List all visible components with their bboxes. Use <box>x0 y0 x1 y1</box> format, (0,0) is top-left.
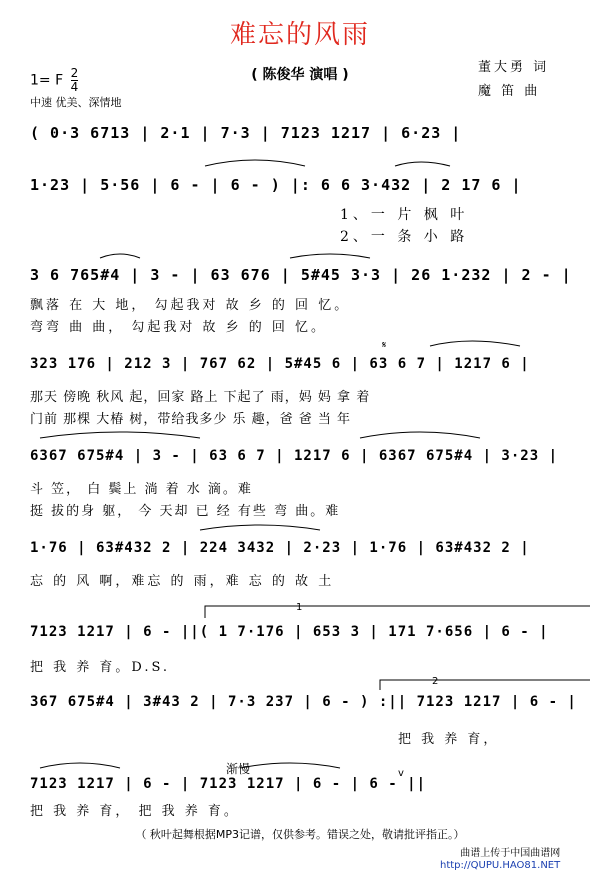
volta-2-bracket <box>380 680 590 690</box>
lyrics-s7: 把 我 养 育。D.S. <box>30 660 171 675</box>
slur <box>360 432 480 438</box>
lyricist-credit: 董大勇 词 <box>478 60 550 75</box>
notation-system-8: 367 675#4 | 3#43 2 | 7·3 237 | 6 - ) :|| 7123 1217 | 6 - | <box>30 694 577 710</box>
slur <box>205 160 305 166</box>
slur <box>240 763 340 768</box>
volta-2-number: 2 <box>432 676 439 687</box>
key-label: 1= F <box>30 72 64 89</box>
notation-system-7: 7123 1217 | 6 - ||( 1 7·176 | 653 3 | 171 7·656 | 6 - | <box>30 624 549 640</box>
lyrics-s2-verse1: 1、一 片 枫 叶 <box>340 207 469 223</box>
lyrics-s4-verse1: 那天 傍晚 秋风 起，回家 路上 下起了 雨，妈 妈 拿 着 <box>30 390 371 405</box>
time-numerator: 2 <box>70 66 79 80</box>
notation-system-4: 323 176 | 212 3 | 767 62 | 5#45 6 | 63 6 7 | 1217 6 | <box>30 356 530 372</box>
notation-system-3: 3 6 765#4 | 3 - | 63 676 | 5#45 3·3 | 26 1·232 | 2 - | <box>30 266 572 284</box>
site-url: http://QUPU.HAO81.NET <box>440 860 561 871</box>
lyrics-s2-verse2: 2、一 条 小 路 <box>340 229 469 245</box>
singer: ( 陈俊华 演唱 ) <box>251 67 349 83</box>
lyrics-s4-verse2: 门前 那棵 大椿 树，带给我多少 乐 趣，爸 爸 当 年 <box>30 412 352 427</box>
ritardando-mark: 渐慢 <box>226 762 251 776</box>
slur <box>40 763 120 768</box>
time-denominator: 4 <box>70 80 79 94</box>
notation-system-5: 6367 675#4 | 3 - | 63 6 7 | 1217 6 | 6367 675#4 | 3·23 | <box>30 448 559 464</box>
lyrics-s6: 忘 的 风 啊，难忘 的 雨，难 忘 的 故 土 <box>30 574 335 589</box>
slur <box>430 341 520 346</box>
notation-system-2: 1·23 | 5·56 | 6 - | 6 - ) |: 6 6 3·432 | 2 17 6 | <box>30 176 522 194</box>
lyrics-s9: 把 我 养 育， 把 我 养 育。 <box>30 804 240 819</box>
breath-mark: v <box>398 768 404 779</box>
slur <box>200 525 320 530</box>
lyrics-s5-verse1: 斗 笠， 白 鬓上 淌 着 水 滴。难 <box>30 482 253 497</box>
slur <box>395 162 450 166</box>
slur <box>290 254 370 258</box>
lyrics-s8: 把 我 养 育， <box>398 732 500 747</box>
slur <box>40 432 200 438</box>
lyrics-s5-verse2: 挺 拔的身 躯， 今 天却 已 经 有些 弯 曲。难 <box>30 504 341 519</box>
composer-credit: 魔 笛 曲 <box>478 84 541 99</box>
tempo-marking: 中速 优美、深情地 <box>30 96 122 109</box>
footnote: （ 秋叶起舞根据MP3记谱，仅供参考。错误之处，敬请批评指正。） <box>135 828 465 841</box>
volta-1-bracket <box>205 606 590 618</box>
lyrics-s3-verse2: 弯弯 曲 曲， 勾起我对 故 乡 的 回 忆。 <box>30 320 328 335</box>
segno-sign: 𝄋 <box>382 340 387 351</box>
notation-system-6: 1·76 | 63#432 2 | 224 3432 | 2·23 | 1·76 | 63#432 2 | <box>30 540 530 556</box>
notation-system-9: 7123 1217 | 6 - | 7123 1217 | 6 - | 6 - || <box>30 776 427 792</box>
slur <box>100 254 140 258</box>
notation-system-1: ( 0·3 6713 | 2·1 | 7·3 | 7123 1217 | 6·23 | <box>30 124 462 142</box>
volta-1-number: 1 <box>296 602 303 613</box>
song-title: 难忘的风雨 <box>229 20 370 50</box>
lyrics-s3-verse1: 飘落 在 大 地， 勾起我对 故 乡 的 回 忆。 <box>30 298 351 313</box>
site-line1: 曲谱上传于中国曲谱网 <box>460 848 561 859</box>
